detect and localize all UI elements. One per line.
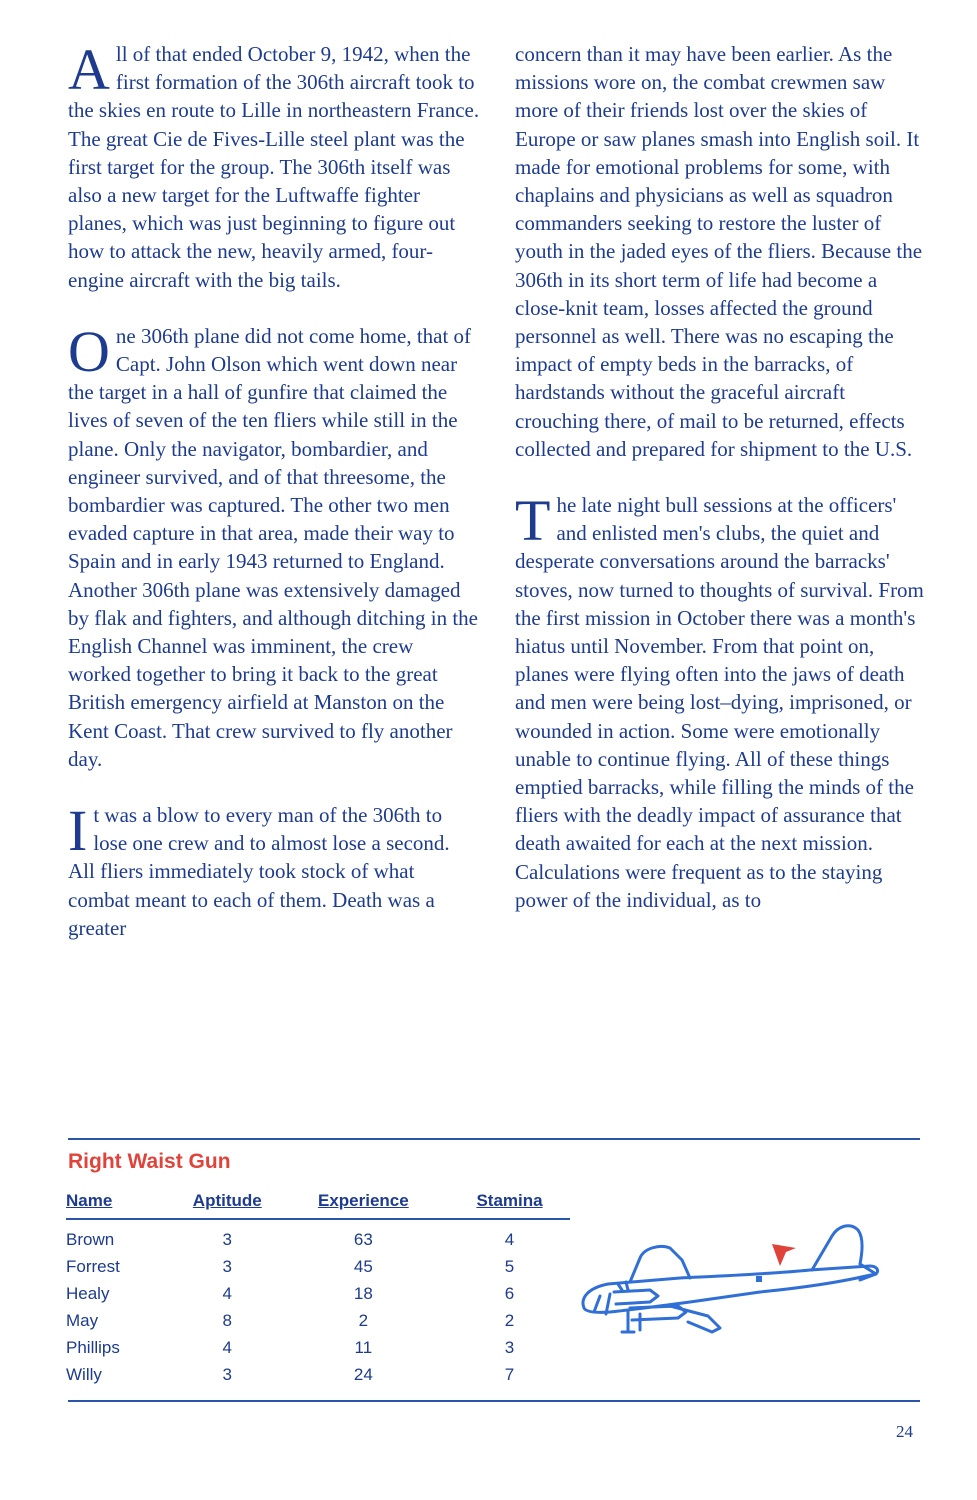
cell-aptitude: 3 — [222, 1364, 232, 1384]
table-row — [66, 1253, 570, 1280]
drop-cap: O — [68, 318, 110, 384]
paragraph — [515, 488, 925, 914]
table-row — [66, 1361, 570, 1388]
table-title: Right Waist Gun — [68, 1150, 231, 1173]
cell-name: May — [66, 1310, 99, 1330]
cell-experience: 63 — [353, 1229, 373, 1249]
cell-stamina: 4 — [504, 1229, 515, 1249]
cell-aptitude: 3 — [222, 1256, 232, 1276]
paragraph-text: concern than it may have been earlier. As the missions wore on, the combat crewmen saw more of their friends lost over the skies of Europe or saw planes smash into English soil. It made for emotional problems for some, with chaplains and physicians as well as squadron commanders seeking to restore the luster of youth in the jaded eyes of the fliers. Because the 306th in its short term of life had become a close-knit team, losses affected the ground personnel as well. There was no escaping the impact of empty beds in the barracks, of hardstands without the graceful aircraft crouching there, of mail to be returned, effects collected and prepared for shipment to the U.S. — [515, 42, 923, 461]
cell-aptitude: 4 — [222, 1283, 232, 1303]
cell-stamina: 2 — [504, 1310, 515, 1330]
cell-name: Forrest — [66, 1256, 120, 1276]
waist-gun-position — [756, 1276, 762, 1282]
paragraph-text: he late night bull sessions at the officers' and enlisted men's clubs, the quiet and desperate conversations around the barracks' stoves, now turned to thoughts of survival. From the first mission in October there was a month's hiatus until November. From that point on, planes were flying often into the jaws of death and men were being lost–dying, imprisoned, or wounded in action. Some were emotionally unable to continue flying. All of these things emptied barracks, while filling the minds of the fliers with the deadly impact of assurance that death awaited for each at the next mission. Calculations were frequent as to the staying power of the individual, as to — [515, 493, 924, 912]
drop-cap: I — [68, 798, 88, 864]
cell-name: Phillips — [66, 1337, 120, 1357]
red-arrow-marker-icon — [772, 1244, 796, 1266]
paragraph-text: t was a blow to every man of the 306th to lose one crew and to almost lose a second. All fliers immediately took stock of what combat meant to each of them. Death was a greater — [68, 803, 450, 940]
cell-experience: 24 — [353, 1364, 373, 1384]
cell-experience: 18 — [353, 1283, 373, 1303]
column-header-aptitude: Aptitude — [177, 1188, 278, 1219]
column-header-stamina: Stamina — [449, 1188, 570, 1219]
plane-outline — [583, 1226, 878, 1332]
drop-cap: A — [68, 37, 110, 102]
cell-stamina: 3 — [504, 1337, 515, 1357]
paragraph — [68, 37, 480, 294]
cell-aptitude: 3 — [222, 1229, 232, 1249]
table-row — [66, 1307, 570, 1334]
cell-aptitude: 8 — [222, 1310, 232, 1330]
crew-table — [66, 1188, 570, 1388]
bottom-rule — [68, 1400, 920, 1402]
table-row — [66, 1334, 570, 1361]
paragraph — [68, 798, 480, 942]
top-rule — [68, 1138, 920, 1140]
cell-stamina: 5 — [504, 1256, 515, 1276]
table-row — [66, 1280, 570, 1307]
table-row — [66, 1219, 570, 1253]
paragraph — [68, 318, 480, 773]
cell-name: Healy — [66, 1283, 110, 1303]
cell-name: Willy — [66, 1364, 102, 1384]
cell-aptitude: 4 — [222, 1337, 232, 1357]
paragraph — [515, 40, 925, 463]
cell-experience: 45 — [353, 1256, 373, 1276]
cell-name: Brown — [66, 1229, 115, 1249]
column-header-experience: Experience — [278, 1188, 449, 1219]
cell-experience: 11 — [354, 1337, 373, 1357]
b17-bomber-outline-icon — [570, 1218, 890, 1348]
right-text-column — [515, 40, 925, 942]
left-text-column — [68, 37, 480, 970]
drop-cap: T — [515, 488, 551, 554]
column-header-name: Name — [66, 1188, 177, 1219]
paragraph-text: ne 306th plane did not come home, that of Capt. John Olson which went down near the target in a hall of gunfire that claimed the lives of seven of the ten fliers while still in the plane. Only the navigator, bombardier, and engineer survived, and of that threesome, the bombardier was captured. The other two men evaded capture in that area, made their way to Spain and in early 1943 returned to England. Another 306th plane was extensively damaged by flak and fighters, and although ditching in the English Channel was imminent, the crew worked together to bring it back to the great British emergency airfield at Manston on the Kent Coast. That crew survived to fly another day. — [68, 323, 478, 771]
paragraph-text: ll of that ended October 9, 1942, when the first formation of the 306th aircraft took to the skies en route to Lille in northeastern France. The great Cie de Fives-Lille steel plant was the first target for the group. The 306th itself was also a new target for the Luftwaffe fighter planes, which was just beginning to figure out how to attack the new, heavily armed, four-engine aircraft with the big tails. — [68, 42, 480, 292]
cell-experience: 2 — [358, 1310, 369, 1330]
page-number: 24 — [896, 1422, 913, 1441]
cell-stamina: 7 — [504, 1364, 515, 1384]
cell-stamina: 6 — [504, 1283, 515, 1303]
table-header-row — [66, 1188, 570, 1219]
